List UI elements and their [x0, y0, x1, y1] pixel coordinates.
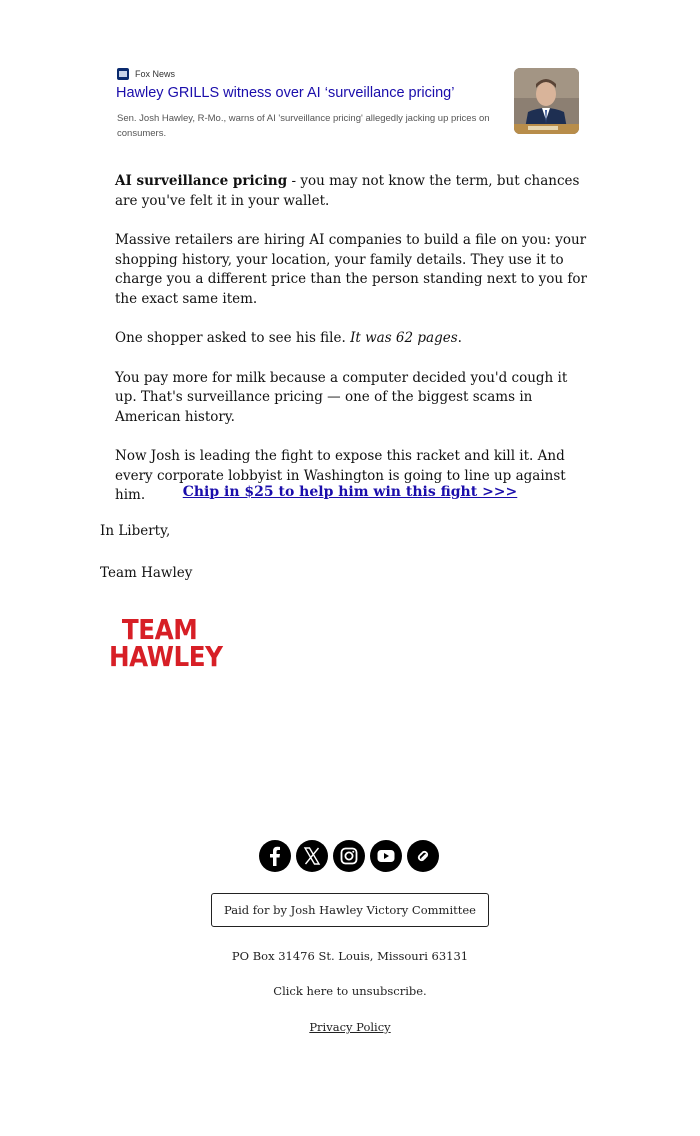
- signature-text: Team Hawley: [100, 565, 193, 581]
- instagram-icon[interactable]: [333, 840, 365, 872]
- logo-line-2: HAWLEY: [109, 640, 223, 673]
- link-icon[interactable]: [407, 840, 439, 872]
- paid-for-disclaimer: [211, 893, 489, 927]
- paragraph-3-end: .: [457, 330, 462, 346]
- news-source: [117, 67, 175, 81]
- x-icon[interactable]: [296, 840, 328, 872]
- news-headline-link[interactable]: Hawley GRILLS witness over AI ‘surveillance pricing’: [116, 85, 455, 101]
- news-snippet: Sen. Josh Hawley, R-Mo., warns of AI 'surveillance pricing' allegedly jacking up prices on consumers.: [117, 113, 490, 139]
- paragraph-3: [115, 329, 590, 349]
- facebook-icon[interactable]: [259, 840, 291, 872]
- mailing-address: PO Box 31476 St. Louis, Missouri 63131: [231, 949, 469, 963]
- team-hawley-logo: [109, 613, 223, 673]
- social-links: [259, 840, 439, 872]
- news-thumbnail[interactable]: [514, 68, 579, 134]
- youtube-icon[interactable]: [370, 840, 402, 872]
- donate-cta: [0, 484, 700, 500]
- news-source-name: Fox News: [135, 69, 176, 79]
- donate-link[interactable]: Chip in $25 to help him win this fight >>>: [182, 484, 518, 500]
- paragraph-1-bold: AI surveillance pricing: [115, 173, 288, 189]
- email-body: [115, 172, 590, 526]
- paragraph-1-text: - you may not know the term, but chances are you've felt it in your wallet.: [115, 173, 580, 209]
- privacy-policy-link[interactable]: Privacy Policy: [309, 1020, 391, 1034]
- paragraph-5: Now Josh is leading the fight to expose this racket and kill it. And every corporate lobbyist in Washington is going to line up against him.: [115, 448, 566, 503]
- paragraph-1: [115, 172, 590, 211]
- closing-text: In Liberty,: [100, 523, 171, 539]
- logo-line-1: TEAM: [121, 613, 198, 646]
- paragraph-4: You pay more for milk because a computer decided you'd cough it up. That's surveillance pricing — one of the biggest scams in American history.: [115, 369, 568, 425]
- news-preview-card[interactable]: [116, 64, 580, 144]
- fox-news-icon: [117, 68, 129, 80]
- paragraph-3-italic: It was 62 pages: [350, 330, 458, 346]
- paid-for-text: Paid for by Josh Hawley Victory Committee: [224, 903, 476, 917]
- paragraph-3-start: One shopper asked to see his file.: [115, 330, 351, 346]
- privacy-line: [0, 1020, 700, 1034]
- paragraph-2: Massive retailers are hiring AI companies to build a file on you: your shopping history, your location, your family details. They use it to charge you a different price than the person standing next to you for the exact same item.: [115, 232, 587, 307]
- signoff: [100, 521, 192, 605]
- unsubscribe-link[interactable]: Click here to unsubscribe.: [273, 984, 427, 998]
- unsubscribe-line: [0, 984, 700, 998]
